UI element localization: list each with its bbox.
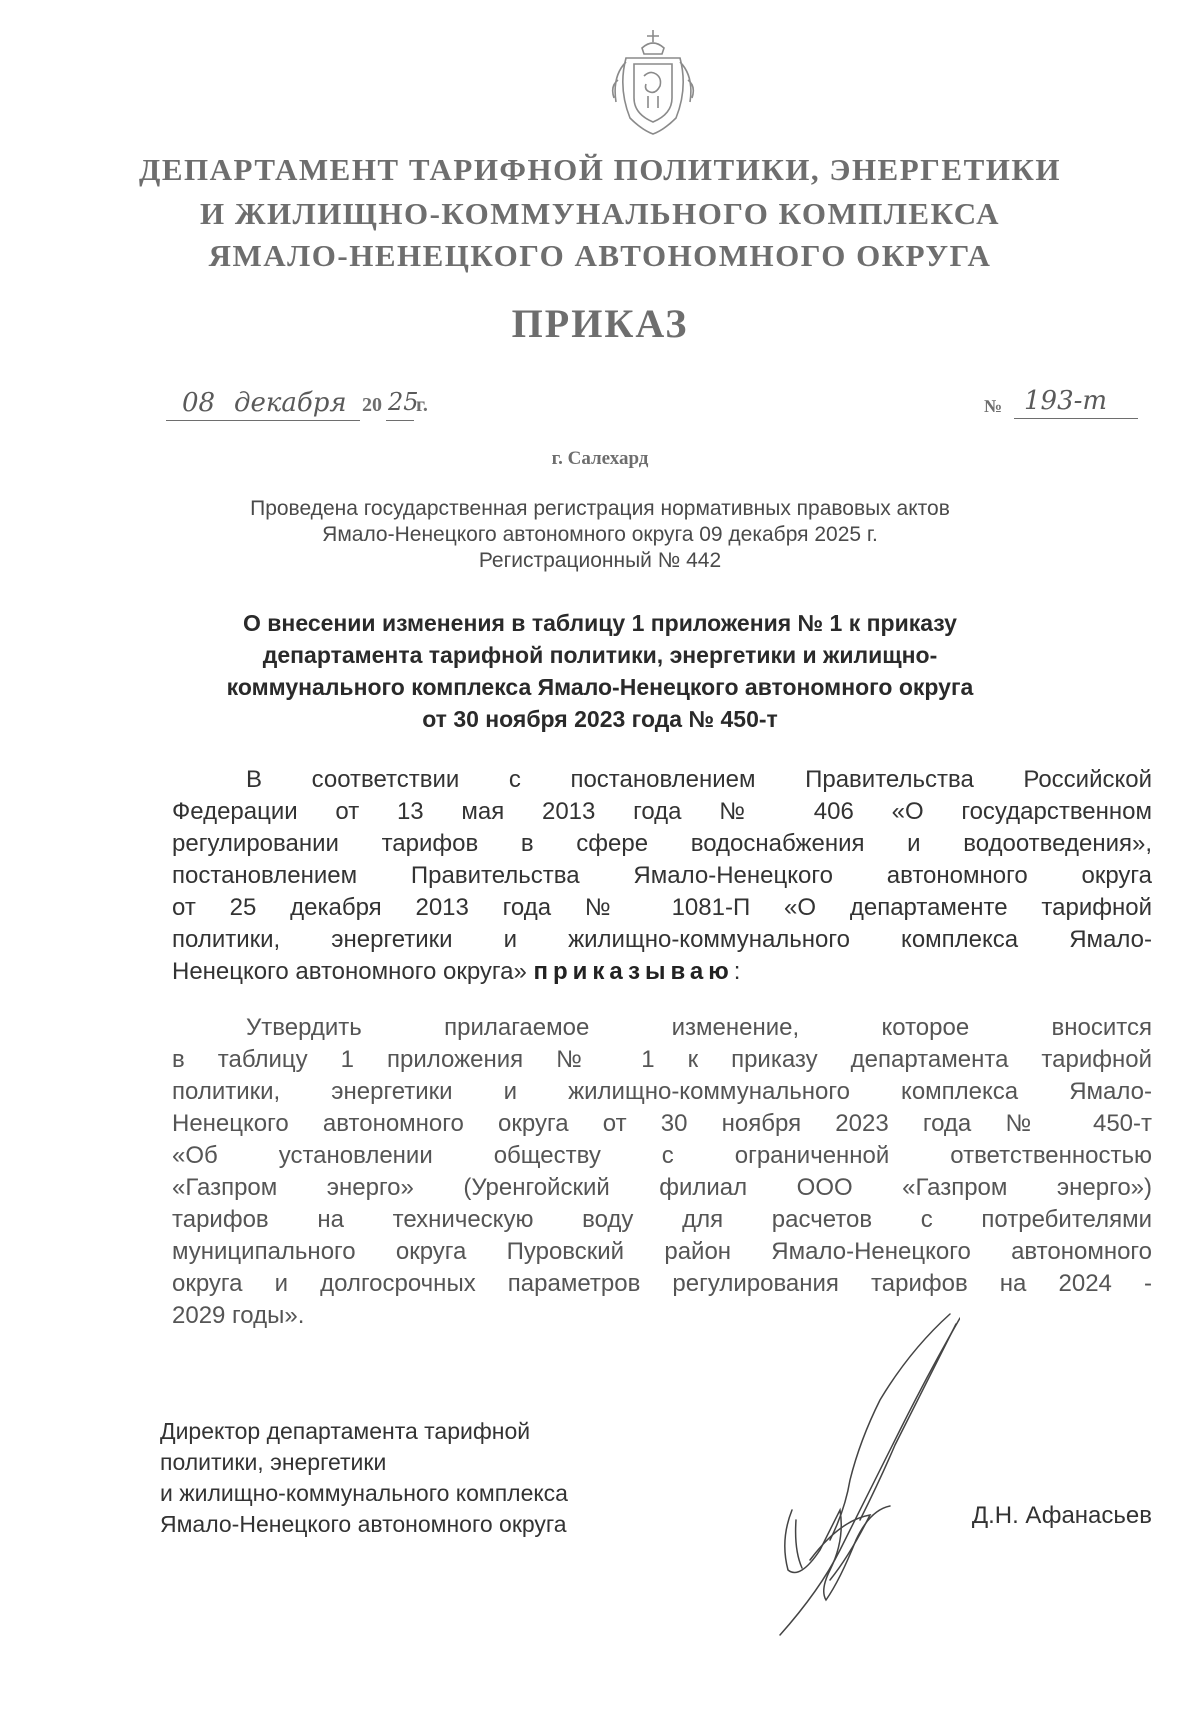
date-year-g: г.: [416, 394, 428, 416]
date-underline: [166, 420, 360, 421]
paragraph-line: 2029 годы».: [172, 1302, 305, 1329]
date-year-suffix: 25: [388, 388, 419, 416]
registration-line-2: Ямало-Ненецкого автономного округа 09 декабря 2025 г.: [322, 523, 878, 546]
date-day: 08: [182, 388, 216, 418]
registration-line-3: Регистрационный № 442: [478, 549, 722, 572]
paragraph-line: Утвердить прилагаемое изменение, которое вносится: [246, 1014, 1152, 1041]
signatory-title-line-2: политики, энергетики: [160, 1449, 387, 1475]
paragraph-last-line: [172, 956, 1152, 988]
paragraph-line: в таблицу 1 приложения № 1 к приказу департамента тарифной: [172, 1046, 1152, 1073]
paragraph-line: от 25 декабря 2013 года № 1081-П «О департаменте тарифной: [172, 894, 1152, 921]
paragraph-line: тарифов на техническую воду для расчетов с потребителями: [172, 1206, 1152, 1233]
signatory-title-line-4: Ямало-Ненецкого автономного округа: [160, 1511, 567, 1537]
signatory-name: Д.Н. Афанасьев: [971, 1502, 1152, 1529]
body-paragraph-2: [172, 1012, 1152, 1332]
city-line: г. Салехард: [551, 448, 649, 469]
paragraph-line: «Газпром энерго» (Уренгойский филиал ООО «Газпром энерго»): [172, 1174, 1152, 1201]
paragraph-line: Федерации от 13 мая 2013 года № 406 «О государственном: [172, 798, 1152, 825]
signatory-title-line-1: Директор департамента тарифной: [160, 1418, 531, 1444]
subject-line-3: коммунального комплекса Ямало-Ненецкого автономного округа: [226, 674, 974, 700]
paragraph-line: политики, энергетики и жилищно-коммунального комплекса Ямало-: [172, 1078, 1152, 1105]
subject-line-4: от 30 ноября 2023 года № 450-т: [422, 706, 778, 732]
signatory-title-line-3: и жилищно-коммунального комплекса: [160, 1480, 568, 1506]
paragraph-line-text: Ненецкого автономного округа»: [172, 958, 527, 985]
coat-of-arms-emblem: [604, 28, 702, 136]
subject-line-2: департамента тарифной политики, энергетики и жилищно-: [262, 642, 938, 668]
paragraph-line: муниципального округа Пуровский район Ямало-Ненецкого автономного: [172, 1238, 1152, 1265]
paragraph-line: регулировании тарифов в сфере водоснабжения и водоотведения»,: [172, 830, 1152, 857]
paragraph-line: постановлением Правительства Ямало-Ненецкого автономного округа: [172, 862, 1152, 889]
paragraph-line: политики, энергетики и жилищно-коммунального комплекса Ямало-: [172, 926, 1152, 953]
order-colon: :: [733, 958, 741, 985]
paragraph-line: «Об установлении обществу с ограниченной ответственностью: [172, 1142, 1152, 1169]
year-underline: [386, 420, 414, 421]
document-type-heading: ПРИКАЗ: [511, 301, 689, 346]
number-value: 193-т: [1024, 386, 1108, 416]
signatory-title: [160, 1416, 720, 1540]
paragraph-line: В соответствии с постановлением Правительства Российской: [246, 766, 1152, 793]
department-name-line-1: ДЕПАРТАМЕНТ ТАРИФНОЙ ПОЛИТИКИ, ЭНЕРГЕТИКИ: [139, 152, 1061, 187]
department-name-line-2: И ЖИЛИЩНО-КОММУНАЛЬНОГО КОМПЛЕКСА: [199, 196, 1001, 231]
handwritten-signature: [760, 1310, 960, 1640]
paragraph-line: округа и долгосрочных параметров регулирования тарифов на 2024 -: [172, 1270, 1152, 1297]
order-number: [984, 388, 1144, 428]
number-sign: №: [984, 396, 1003, 416]
department-name-line-3: ЯМАЛО-НЕНЕЦКОГО АВТОНОМНОГО ОКРУГА: [208, 238, 992, 273]
paragraph-line: Ненецкого автономного округа от 30 ноября 2023 года № 450-т: [172, 1110, 1152, 1137]
order-word: приказываю: [533, 958, 734, 985]
order-date: [166, 388, 446, 428]
date-year-prefix: 20: [362, 394, 382, 416]
subject-line-1: О внесении изменения в таблицу 1 приложения № 1 к приказу: [243, 610, 957, 636]
date-month: декабря: [234, 388, 347, 418]
registration-line-1: Проведена государственная регистрация нормативных правовых актов: [250, 497, 950, 520]
body-paragraph-1: [172, 764, 1152, 988]
number-underline: [1014, 418, 1138, 419]
